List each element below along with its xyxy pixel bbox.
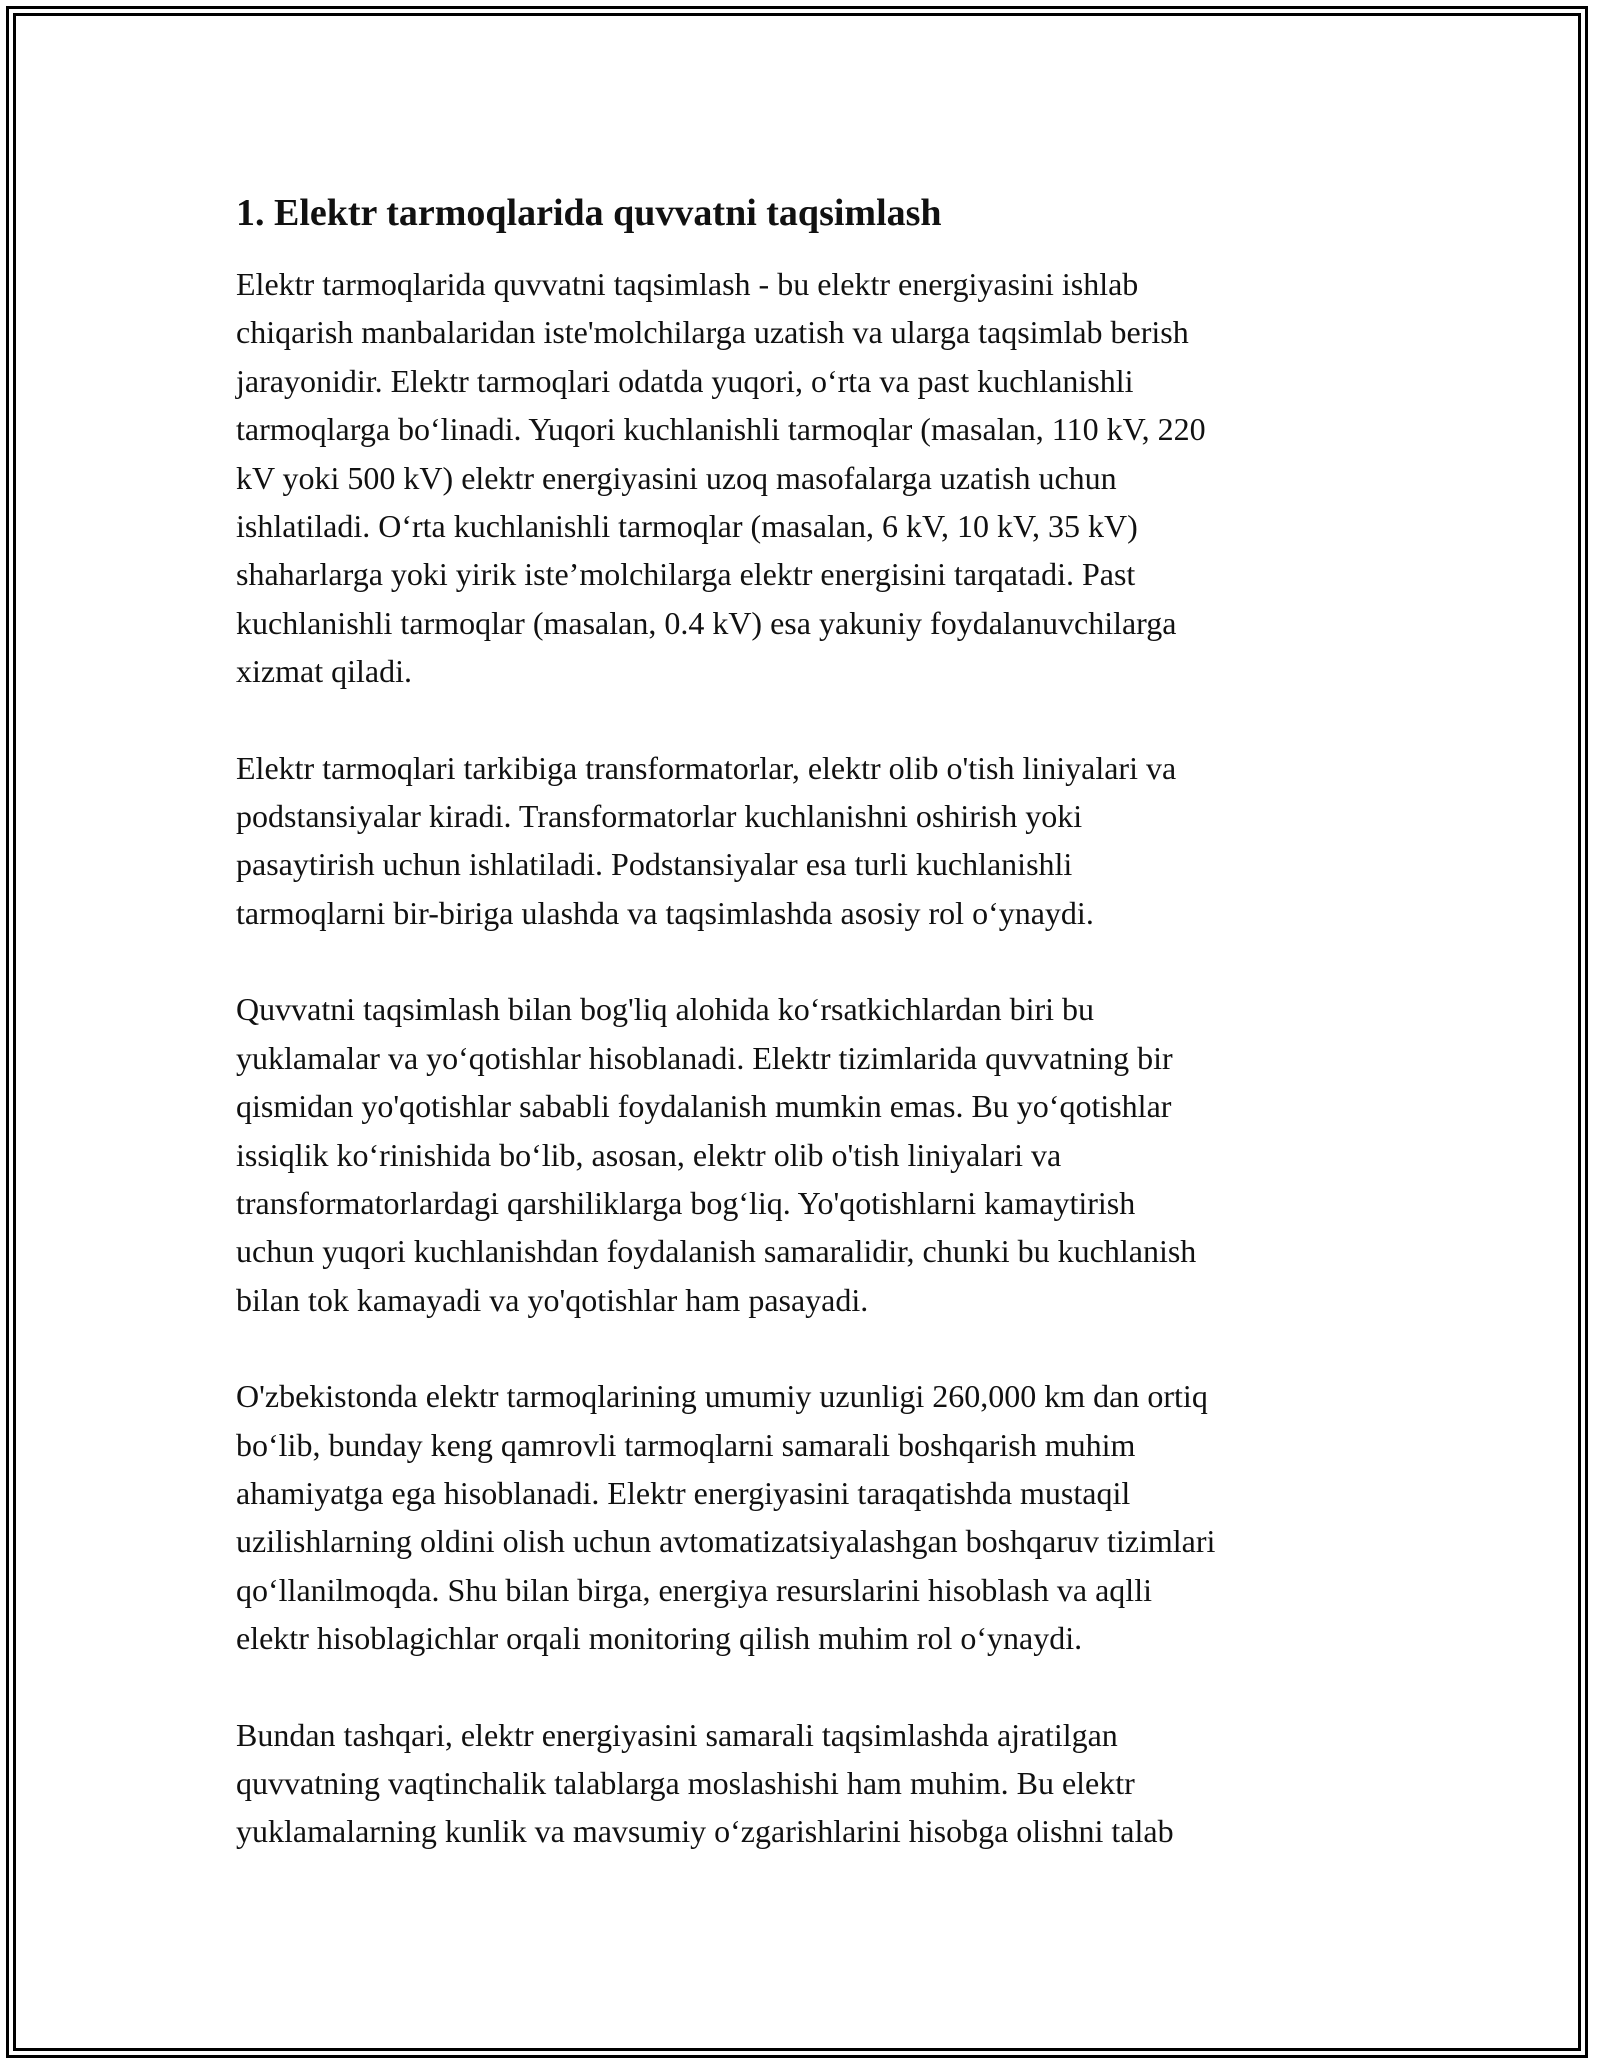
paragraph-line: qismidan yo'qotishlar sababli foydalanish mumkin emas. Bu yo‘qotishlar <box>236 1088 1172 1125</box>
paragraph-line: kV yoki 500 kV) elektr energiyasini uzoq masofalarga uzatish uchun <box>236 459 1117 496</box>
paragraph-4 <box>236 1372 1366 1662</box>
paragraph-line: podstansiyalar kiradi. Transformatorlar kuchlanishni oshirish yoki <box>236 798 1083 835</box>
paragraph-line: O'zbekistonda elektr tarmoqlarining umumiy uzunligi 260,000 km dan ortiq <box>236 1378 1208 1415</box>
paragraph-line: yuklamalarning kunlik va mavsumiy o‘zgarishlarini hisobga olishni talab <box>236 1813 1174 1850</box>
paragraph-line: transformatorlardagi qarshiliklarga bog‘liq. Yo'qotishlarni kamaytirish <box>236 1184 1136 1221</box>
paragraph-3 <box>236 985 1366 1324</box>
paragraph-line: Elektr tarmoqlarida quvvatni taqsimlash - bu elektr energiyasini ishlab <box>236 266 1139 302</box>
paragraph-line: qo‘llanilmoqda. Shu bilan birga, energiya resurslarini hisoblash va aqlli <box>236 1571 1152 1608</box>
paragraph-2 <box>236 744 1366 938</box>
paragraph-line: tarmoqlarni bir-biriga ulashda va taqsimlashda asosiy rol o‘ynaydi. <box>236 894 1094 931</box>
paragraph-line: ishlatiladi. O‘rta kuchlanishli tarmoqlar (masalan, 6 kV, 10 kV, 35 kV) <box>236 508 1138 545</box>
paragraph-line: Elektr tarmoqlari tarkibiga transformatorlar, elektr olib o'tish liniyalari va <box>236 749 1177 786</box>
paragraph-line: quvvatning vaqtinchalik talablarga moslashishi ham muhim. Bu elektr <box>236 1764 1135 1801</box>
paragraph-5 <box>236 1711 1366 1856</box>
paragraph-line: yuklamalar va yo‘qotishlar hisoblanadi. Elektr tizimlarida quvvatning bir <box>236 1039 1173 1076</box>
paragraph-line: Bundan tashqari, elektr energiyasini samarali taqsimlashda ajratilgan <box>236 1716 1118 1753</box>
paragraph-line: chiqarish manbalaridan iste'molchilarga uzatish va ularga taqsimlab berish <box>236 314 1189 351</box>
paragraph-1 <box>236 260 1366 696</box>
paragraph-line: uchun yuqori kuchlanishdan foydalanish samaralidir, chunki bu kuchlanish <box>236 1233 1197 1270</box>
paragraph-line: ahamiyatga ega hisoblanadi. Elektr energiyasini taraqatishda mustaqil <box>236 1474 1131 1511</box>
paragraph-line: elektr hisoblagichlar orqali monitoring qilish muhim rol o‘ynaydi. <box>236 1620 1083 1657</box>
paragraph-line: bo‘lib, bunday keng qamrovli tarmoqlarni samarali boshqarish muhim <box>236 1426 1136 1463</box>
paragraph-line: pasaytirish uchun ishlatiladi. Podstansiyalar esa turli kuchlanishli <box>236 846 1073 883</box>
section-heading: 1. Elektr tarmoqlarida quvvatni taqsimlash <box>236 192 942 234</box>
paragraph-line: kuchlanishli tarmoqlar (masalan, 0.4 kV) esa yakuniy foydalanuvchilarga <box>236 604 1177 641</box>
paragraph-line: jarayonidir. Elektr tarmoqlari odatda yuqori, o‘rta va past kuchlanishli <box>236 362 1134 399</box>
paragraph-line: bilan tok kamayadi va yo'qotishlar ham pasayadi. <box>236 1281 869 1318</box>
paragraph-line: Quvvatni taqsimlash bilan bog'liq alohida ko‘rsatkichlardan biri bu <box>236 991 1095 1028</box>
paragraph-line: tarmoqlarga bo‘linadi. Yuqori kuchlanishli tarmoqlar (masalan, 110 kV, 220 <box>236 411 1206 448</box>
paragraph-line: issiqlik ko‘rinishida bo‘lib, asosan, elektr olib o'tish liniyalari va <box>236 1136 1062 1173</box>
paragraph-line: xizmat qiladi. <box>236 653 412 690</box>
document-body <box>236 186 1366 1904</box>
paragraph-line: shaharlarga yoki yirik iste’molchilarga elektr energisini tarqatadi. Past <box>236 556 1136 593</box>
paragraph-line: uzilishlarning oldini olish uchun avtomatizatsiyalashgan boshqaruv tizimlari <box>236 1523 1216 1560</box>
